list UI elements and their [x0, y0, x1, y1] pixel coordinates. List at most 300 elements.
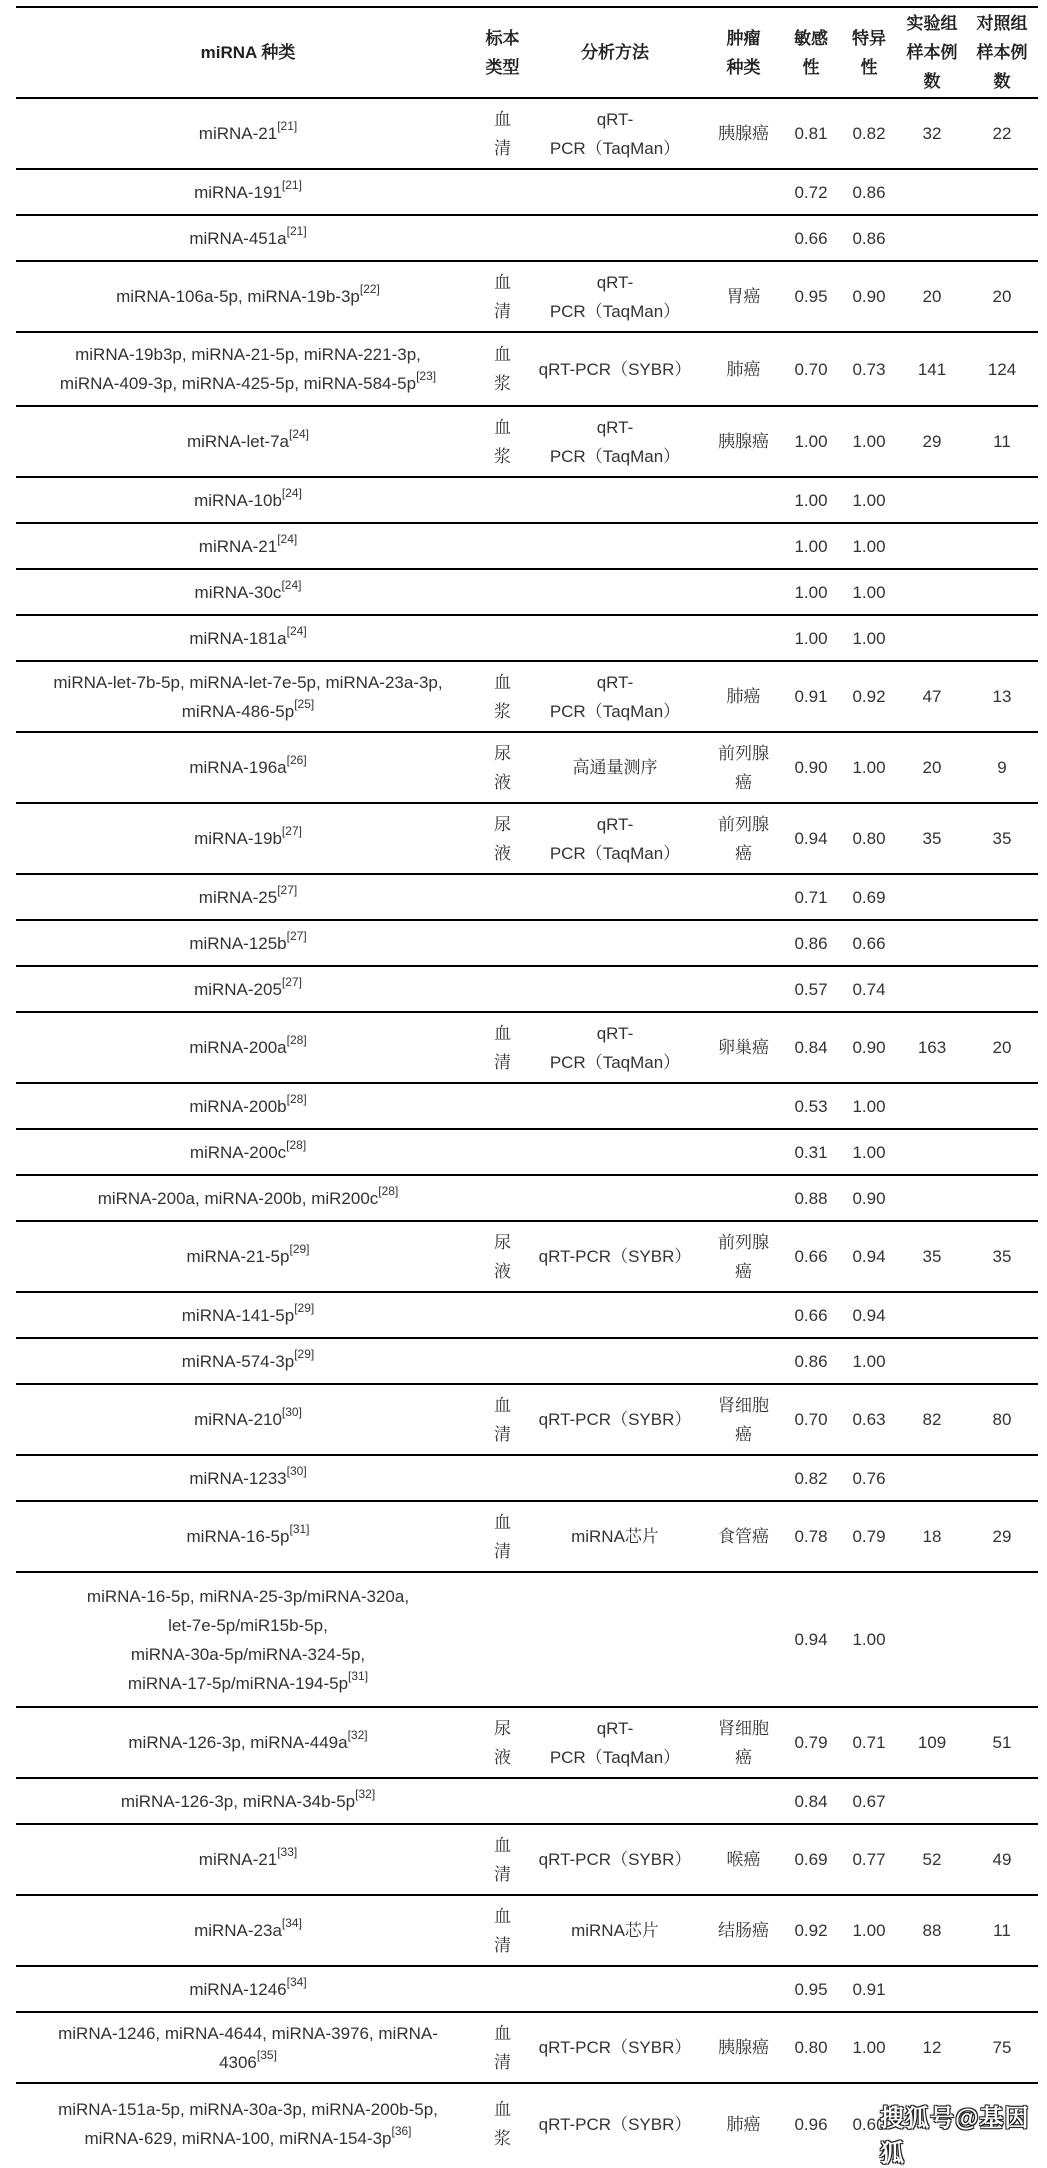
reference-citation: [24] — [281, 485, 302, 500]
reference-citation: [32] — [347, 1728, 368, 1743]
sample-type-cell-line: 血 — [494, 1512, 511, 1532]
tumor-type-cell — [705, 170, 782, 214]
reference-citation: [24] — [289, 427, 310, 442]
sample-type-cell — [480, 1130, 525, 1174]
mirna-line — [87, 1669, 409, 1698]
table-row — [16, 616, 1038, 662]
control-n-cell: 35 — [992, 829, 1012, 848]
reference-citation: [27] — [281, 974, 302, 989]
control-n-cell: 11 — [993, 432, 1011, 451]
mirna-name: miRNA-30a-5p/miRNA-324-5p, — [130, 1644, 366, 1664]
reference-citation: [32] — [355, 1786, 376, 1801]
mirna-line — [194, 1405, 302, 1434]
mirna-line — [60, 369, 436, 398]
table-row — [16, 1293, 1038, 1339]
method-cell-line: PCR（TaqMan） — [549, 843, 681, 863]
table-row — [16, 1222, 1038, 1293]
tumor-type-cell-line: 喉癌 — [726, 1850, 761, 1869]
mirna-name: miRNA-10b — [194, 490, 282, 510]
tumor-type-cell — [705, 662, 782, 731]
method-cell — [525, 1708, 705, 1777]
control-n-cell — [966, 616, 1038, 660]
sample-type-cell — [480, 170, 525, 214]
mirna-cell — [16, 875, 480, 919]
table-row — [16, 1084, 1038, 1130]
tumor-type-cell — [705, 333, 782, 405]
sample-type-cell-line: 清 — [494, 1052, 511, 1072]
mirna-cell — [16, 1013, 480, 1082]
control-n-cell — [966, 524, 1038, 568]
reference-citation: [24] — [281, 577, 302, 592]
sensitivity-cell: 0.82 — [794, 1468, 828, 1488]
header-text: 数 — [923, 72, 941, 91]
sample-type-cell — [480, 1013, 525, 1082]
control-n-cell — [966, 216, 1038, 260]
control-n-cell: 13 — [992, 687, 1012, 706]
sample-type-cell — [480, 2084, 525, 2164]
reference-citation: [29] — [294, 1300, 315, 1315]
specificity-cell: 0.76 — [852, 1468, 886, 1488]
sample-type-cell-line: 液 — [494, 843, 511, 863]
mirna-name: miRNA-200b — [189, 1096, 287, 1116]
mirna-line — [199, 119, 297, 148]
mirna-line — [53, 697, 442, 726]
sensitivity-cell: 0.81 — [794, 124, 828, 143]
sensitivity-cell: 0.94 — [794, 829, 828, 848]
control-n-cell — [966, 1176, 1038, 1220]
mirna-name: miRNA-126-3p, miRNA-34b-5p — [120, 1791, 356, 1811]
table-row — [16, 1339, 1038, 1385]
specificity-cell: 0.82 — [852, 124, 886, 143]
sample-type-cell — [480, 967, 525, 1011]
mirna-cell — [16, 333, 480, 405]
sensitivity-cell: 0.70 — [794, 1410, 828, 1429]
sample-type-cell — [480, 1176, 525, 1220]
specificity-cell: 0.90 — [852, 1038, 886, 1057]
method-cell — [525, 1573, 705, 1706]
mirna-cell — [16, 804, 480, 873]
mirna-name: miRNA-let-7b-5p, miRNA-let-7e-5p, miRNA-23a-3p, — [53, 672, 443, 692]
table-row — [16, 1385, 1038, 1456]
specificity-cell: 0.60 — [852, 2114, 886, 2134]
table-row — [16, 1456, 1038, 1502]
mirna-line — [53, 668, 442, 697]
tumor-type-cell-line: 卵巢癌 — [718, 1038, 769, 1057]
control-n-cell — [966, 170, 1038, 214]
experimental-n-cell: 52 — [922, 1850, 942, 1869]
tumor-type-cell — [705, 1222, 782, 1291]
tumor-type-cell-line: 胰腺癌 — [718, 124, 769, 143]
specificity-cell: 0.73 — [852, 359, 886, 379]
method-cell-line: qRT-PCR（SYBR） — [538, 1850, 692, 1869]
reference-citation: [27] — [286, 928, 307, 943]
mirna-line — [199, 532, 297, 561]
mirna-cell — [16, 967, 480, 1011]
specificity-cell: 0.63 — [852, 1410, 886, 1429]
experimental-n-cell: 47 — [922, 687, 942, 706]
mirna-name: miRNA-1246 — [189, 1979, 287, 1999]
method-cell-line: PCR（TaqMan） — [549, 301, 681, 321]
specificity-cell: 0.74 — [852, 979, 886, 999]
sample-type-cell — [480, 524, 525, 568]
sample-type-cell-line: 清 — [494, 301, 511, 321]
mirna-line — [58, 2048, 438, 2077]
mirna-line — [189, 224, 306, 253]
mirna-cell — [16, 1339, 480, 1383]
sample-type-cell — [480, 1339, 525, 1383]
tumor-type-cell — [705, 1293, 782, 1337]
table-row — [16, 1896, 1038, 1967]
experimental-n-cell — [898, 570, 966, 614]
mirna-line — [182, 1347, 314, 1376]
control-n-cell: 9 — [997, 758, 1007, 777]
method-cell — [525, 1293, 705, 1337]
sample-type-cell-line: 清 — [494, 1424, 511, 1444]
reference-citation: [21] — [286, 223, 307, 238]
experimental-n-cell — [898, 170, 966, 214]
reference-citation: [36] — [391, 2124, 412, 2139]
sample-type-cell-line: 液 — [494, 1261, 511, 1281]
method-cell-line: qRT- — [596, 672, 634, 692]
table-header-row — [16, 8, 1038, 99]
mirna-line — [194, 486, 302, 515]
mirna-name: miRNA-125b — [189, 933, 287, 953]
experimental-n-cell — [898, 921, 966, 965]
reference-citation: [31] — [289, 1522, 310, 1537]
tumor-type-cell-line: 前列腺 — [718, 743, 769, 763]
control-n-cell — [966, 1084, 1038, 1128]
mirna-name: miRNA-574-3p — [181, 1351, 295, 1371]
mirna-line — [60, 340, 436, 369]
tumor-type-cell-line: 前列腺 — [718, 1232, 769, 1252]
experimental-n-cell: 163 — [917, 1038, 947, 1057]
sample-type-cell-line: 清 — [494, 1541, 511, 1561]
sample-type-cell-line: 血 — [494, 345, 511, 364]
mirna-name: miRNA-1233 — [189, 1468, 287, 1488]
sensitivity-cell: 0.92 — [794, 1921, 828, 1940]
tumor-type-cell — [705, 407, 782, 476]
method-cell — [525, 1130, 705, 1174]
table-row — [16, 524, 1038, 570]
method-cell-line: PCR（TaqMan） — [549, 1747, 681, 1767]
method-cell-line: qRT- — [596, 814, 634, 834]
table-row — [16, 2013, 1038, 2084]
specificity-cell: 0.86 — [852, 182, 886, 202]
mirna-cell — [16, 1825, 480, 1894]
reference-citation: [21] — [277, 119, 298, 134]
sensitivity-cell: 0.95 — [794, 287, 828, 306]
method-cell-line: miRNA芯片 — [571, 1921, 659, 1940]
table-row — [16, 478, 1038, 524]
sensitivity-cell: 0.79 — [794, 1733, 828, 1752]
control-n-cell — [966, 921, 1038, 965]
method-cell — [525, 524, 705, 568]
table-row — [16, 967, 1038, 1013]
table-row — [16, 1176, 1038, 1222]
table-row — [16, 1967, 1038, 2013]
specificity-cell: 1.00 — [852, 628, 886, 648]
reference-citation: [27] — [277, 882, 298, 897]
reference-citation: [22] — [359, 282, 380, 297]
sensitivity-cell: 0.66 — [794, 1247, 828, 1266]
control-n-cell — [966, 1573, 1038, 1706]
sample-type-cell — [480, 1385, 525, 1454]
sample-type-cell — [480, 99, 525, 168]
sample-type-cell-line: 清 — [494, 2052, 511, 2072]
mirna-line — [58, 2095, 438, 2124]
mirna-line — [98, 1184, 399, 1213]
control-n-cell — [966, 1456, 1038, 1500]
table-row — [16, 262, 1038, 333]
table-row — [16, 99, 1038, 170]
header-text: 种类 — [726, 57, 761, 77]
reference-citation: [29] — [289, 1242, 310, 1257]
table-row — [16, 1825, 1038, 1896]
mirna-line — [194, 824, 302, 853]
experimental-n-cell — [898, 1293, 966, 1337]
tumor-type-cell-line: 前列腺 — [718, 814, 769, 834]
mirna-name: miRNA-19b — [194, 829, 282, 848]
experimental-n-cell: 109 — [917, 1733, 947, 1752]
tumor-type-cell — [705, 2084, 782, 2164]
mirna-line — [87, 1640, 409, 1669]
method-cell — [525, 1502, 705, 1571]
specificity-cell: 1.00 — [852, 490, 886, 510]
tumor-type-cell-line: 胰腺癌 — [718, 2038, 769, 2057]
mirna-line — [199, 883, 297, 912]
reference-citation: [28] — [286, 1033, 307, 1048]
header-text: 特异 — [852, 28, 886, 48]
mirna-name: miRNA-200a — [189, 1038, 287, 1057]
sample-type-cell-line: 尿 — [494, 1718, 511, 1738]
control-n-cell — [966, 1293, 1038, 1337]
method-cell-line: qRT- — [596, 417, 634, 437]
tumor-type-cell — [705, 262, 782, 331]
sample-type-cell — [480, 1708, 525, 1777]
specificity-cell: 0.79 — [852, 1527, 886, 1546]
sensitivity-cell: 0.95 — [794, 1979, 828, 1999]
experimental-n-cell — [898, 1176, 966, 1220]
header-tumor-type — [705, 8, 782, 97]
method-cell-line: qRT-PCR（SYBR） — [538, 2114, 692, 2134]
specificity-cell: 1.00 — [852, 432, 886, 451]
method-cell — [525, 170, 705, 214]
sensitivity-cell: 0.88 — [794, 1188, 828, 1208]
sample-type-cell-line: 血 — [494, 1023, 511, 1043]
mirna-name: miRNA-21 — [198, 1850, 278, 1869]
mirna-name: miRNA-196a — [189, 758, 287, 777]
mirna-cell — [16, 616, 480, 660]
mirna-cell — [16, 1708, 480, 1777]
header-sample-type — [480, 8, 525, 97]
mirna-cell — [16, 524, 480, 568]
mirna-cell — [16, 2013, 480, 2082]
sample-type-cell — [480, 570, 525, 614]
reference-citation: [30] — [281, 1405, 302, 1420]
control-n-cell: 22 — [992, 124, 1012, 143]
sample-type-cell — [480, 733, 525, 802]
tumor-type-cell-line: 食管癌 — [718, 1527, 769, 1546]
control-n-cell: 29 — [992, 1527, 1012, 1546]
header-text: 标本 — [485, 28, 520, 48]
control-n-cell: 20 — [992, 1038, 1012, 1057]
sample-type-cell — [480, 2013, 525, 2082]
header-control-n — [966, 8, 1038, 97]
tumor-type-cell-line: 肺癌 — [726, 687, 761, 706]
reference-citation: [35] — [256, 2047, 277, 2062]
mirna-line — [199, 1845, 297, 1874]
method-cell — [525, 1825, 705, 1894]
mirna-cell — [16, 1967, 480, 2011]
mirna-name: miRNA-141-5p — [181, 1305, 295, 1325]
mirna-name: miRNA-19b3p, miRNA-21-5p, miRNA-221-3p, — [75, 345, 421, 364]
mirna-cell — [16, 1385, 480, 1454]
mirna-line — [187, 1242, 310, 1271]
tumor-type-cell-line: 癌 — [735, 1424, 752, 1444]
mirna-name: miRNA-17-5p/miRNA-194-5p — [127, 1673, 349, 1693]
mirna-cell — [16, 1130, 480, 1174]
header-text: 样本例 — [976, 43, 1028, 62]
tumor-type-cell — [705, 1573, 782, 1706]
tumor-type-cell — [705, 1708, 782, 1777]
tumor-type-cell — [705, 1456, 782, 1500]
sample-type-cell-line: 血 — [494, 109, 511, 129]
specificity-cell: 0.94 — [852, 1305, 886, 1325]
sample-type-cell — [480, 662, 525, 731]
reference-citation: [24] — [286, 623, 307, 638]
mirna-line — [121, 1787, 375, 1816]
sample-type-cell — [480, 1573, 525, 1706]
sample-type-cell — [480, 1293, 525, 1337]
sample-type-cell-line: 血 — [494, 1835, 511, 1855]
mirna-name: miRNA-210 — [194, 1410, 282, 1429]
mirna-line — [195, 578, 302, 607]
specificity-cell: 1.00 — [852, 1351, 886, 1371]
mirna-cell — [16, 478, 480, 522]
experimental-n-cell — [898, 967, 966, 1011]
mirna-name: miRNA-21 — [198, 124, 278, 143]
tumor-type-cell — [705, 524, 782, 568]
control-n-cell — [966, 478, 1038, 522]
sample-type-cell-line: 尿 — [494, 1232, 511, 1252]
tumor-type-cell — [705, 1084, 782, 1128]
experimental-n-cell: 12 — [922, 2038, 942, 2057]
specificity-cell: 0.77 — [852, 1850, 886, 1869]
reference-citation: [26] — [286, 753, 307, 768]
reference-citation: [25] — [294, 696, 315, 711]
method-cell — [525, 2013, 705, 2082]
mirna-name: miRNA-205 — [194, 979, 282, 999]
reference-citation: [34] — [281, 1916, 302, 1931]
reference-citation: [29] — [294, 1346, 315, 1361]
method-cell — [525, 1779, 705, 1823]
method-cell — [525, 1896, 705, 1965]
mirna-name: miRNA-126-3p, miRNA-449a — [128, 1733, 348, 1752]
tumor-type-cell-line: 肾细胞 — [718, 1718, 769, 1738]
sensitivity-cell: 0.57 — [794, 979, 828, 999]
control-n-cell — [966, 1967, 1038, 2011]
method-cell-line: PCR（TaqMan） — [549, 138, 681, 158]
method-cell-line: qRT- — [596, 1718, 634, 1738]
reference-citation: [34] — [286, 1974, 307, 1989]
sample-type-cell — [480, 875, 525, 919]
sample-type-cell-line: 血 — [494, 2100, 511, 2119]
reference-citation: [31] — [348, 1668, 369, 1683]
mirna-line — [194, 975, 302, 1004]
mirna-cell — [16, 262, 480, 331]
mirna-name: miRNA-629, miRNA-100, miRNA-154-3p — [84, 2129, 392, 2148]
sensitivity-cell: 0.78 — [794, 1527, 828, 1546]
specificity-cell: 1.00 — [852, 1142, 886, 1162]
experimental-n-cell — [898, 1339, 966, 1383]
sample-type-cell-line: 浆 — [494, 701, 511, 721]
mirna-cell — [16, 99, 480, 168]
mirna-line — [87, 1582, 409, 1611]
mirna-line — [58, 2124, 438, 2153]
header-text: 对照组 — [976, 14, 1028, 33]
mirna-line — [189, 624, 306, 653]
experimental-n-cell — [898, 1779, 966, 1823]
mirna-cell — [16, 570, 480, 614]
sample-type-cell — [480, 262, 525, 331]
mirna-name: miRNA-409-3p, miRNA-425-5p, miRNA-584-5p — [59, 374, 417, 393]
reference-citation: [28] — [378, 1183, 399, 1198]
reference-citation: [21] — [281, 177, 302, 192]
sample-type-cell-line: 液 — [494, 772, 511, 792]
sensitivity-cell: 0.66 — [794, 228, 828, 248]
mirna-cell — [16, 1779, 480, 1823]
sensitivity-cell: 0.94 — [794, 1630, 828, 1649]
control-n-cell — [966, 875, 1038, 919]
experimental-n-cell — [898, 478, 966, 522]
sample-type-cell-line: 清 — [494, 1864, 511, 1884]
mirna-name: miRNA-181a — [189, 628, 287, 648]
experimental-n-cell: 18 — [922, 1527, 942, 1546]
mirna-name: miRNA-200a, miRNA-200b, miR200c — [97, 1188, 379, 1208]
tumor-type-cell-line: 结肠癌 — [718, 1921, 769, 1940]
table-row — [16, 216, 1038, 262]
method-cell — [525, 333, 705, 405]
mirna-cell — [16, 1896, 480, 1965]
table-row — [16, 407, 1038, 478]
sample-type-cell — [480, 1222, 525, 1291]
sample-type-cell-line: 血 — [494, 417, 511, 437]
mirna-line — [87, 1611, 409, 1640]
tumor-type-cell — [705, 1385, 782, 1454]
header-specificity — [840, 8, 898, 97]
method-cell — [525, 662, 705, 731]
tumor-type-cell-line: 癌 — [735, 1747, 752, 1767]
sample-type-cell-line: 血 — [494, 272, 511, 292]
experimental-n-cell — [898, 1967, 966, 2011]
tumor-type-cell — [705, 1896, 782, 1965]
experimental-n-cell — [898, 1573, 966, 1706]
mirna-cell — [16, 2084, 480, 2164]
experimental-n-cell — [898, 524, 966, 568]
table-row — [16, 733, 1038, 804]
control-n-cell — [966, 1130, 1038, 1174]
mirna-line — [189, 1092, 306, 1121]
method-cell — [525, 478, 705, 522]
tumor-type-cell-line: 癌 — [735, 772, 752, 792]
sample-type-cell — [480, 804, 525, 873]
mirna-cell — [16, 921, 480, 965]
sample-type-cell-line: 浆 — [494, 2129, 511, 2148]
sensitivity-cell: 1.00 — [794, 490, 828, 510]
tumor-type-cell — [705, 99, 782, 168]
table-row — [16, 1779, 1038, 1825]
experimental-n-cell: 29 — [922, 432, 942, 451]
